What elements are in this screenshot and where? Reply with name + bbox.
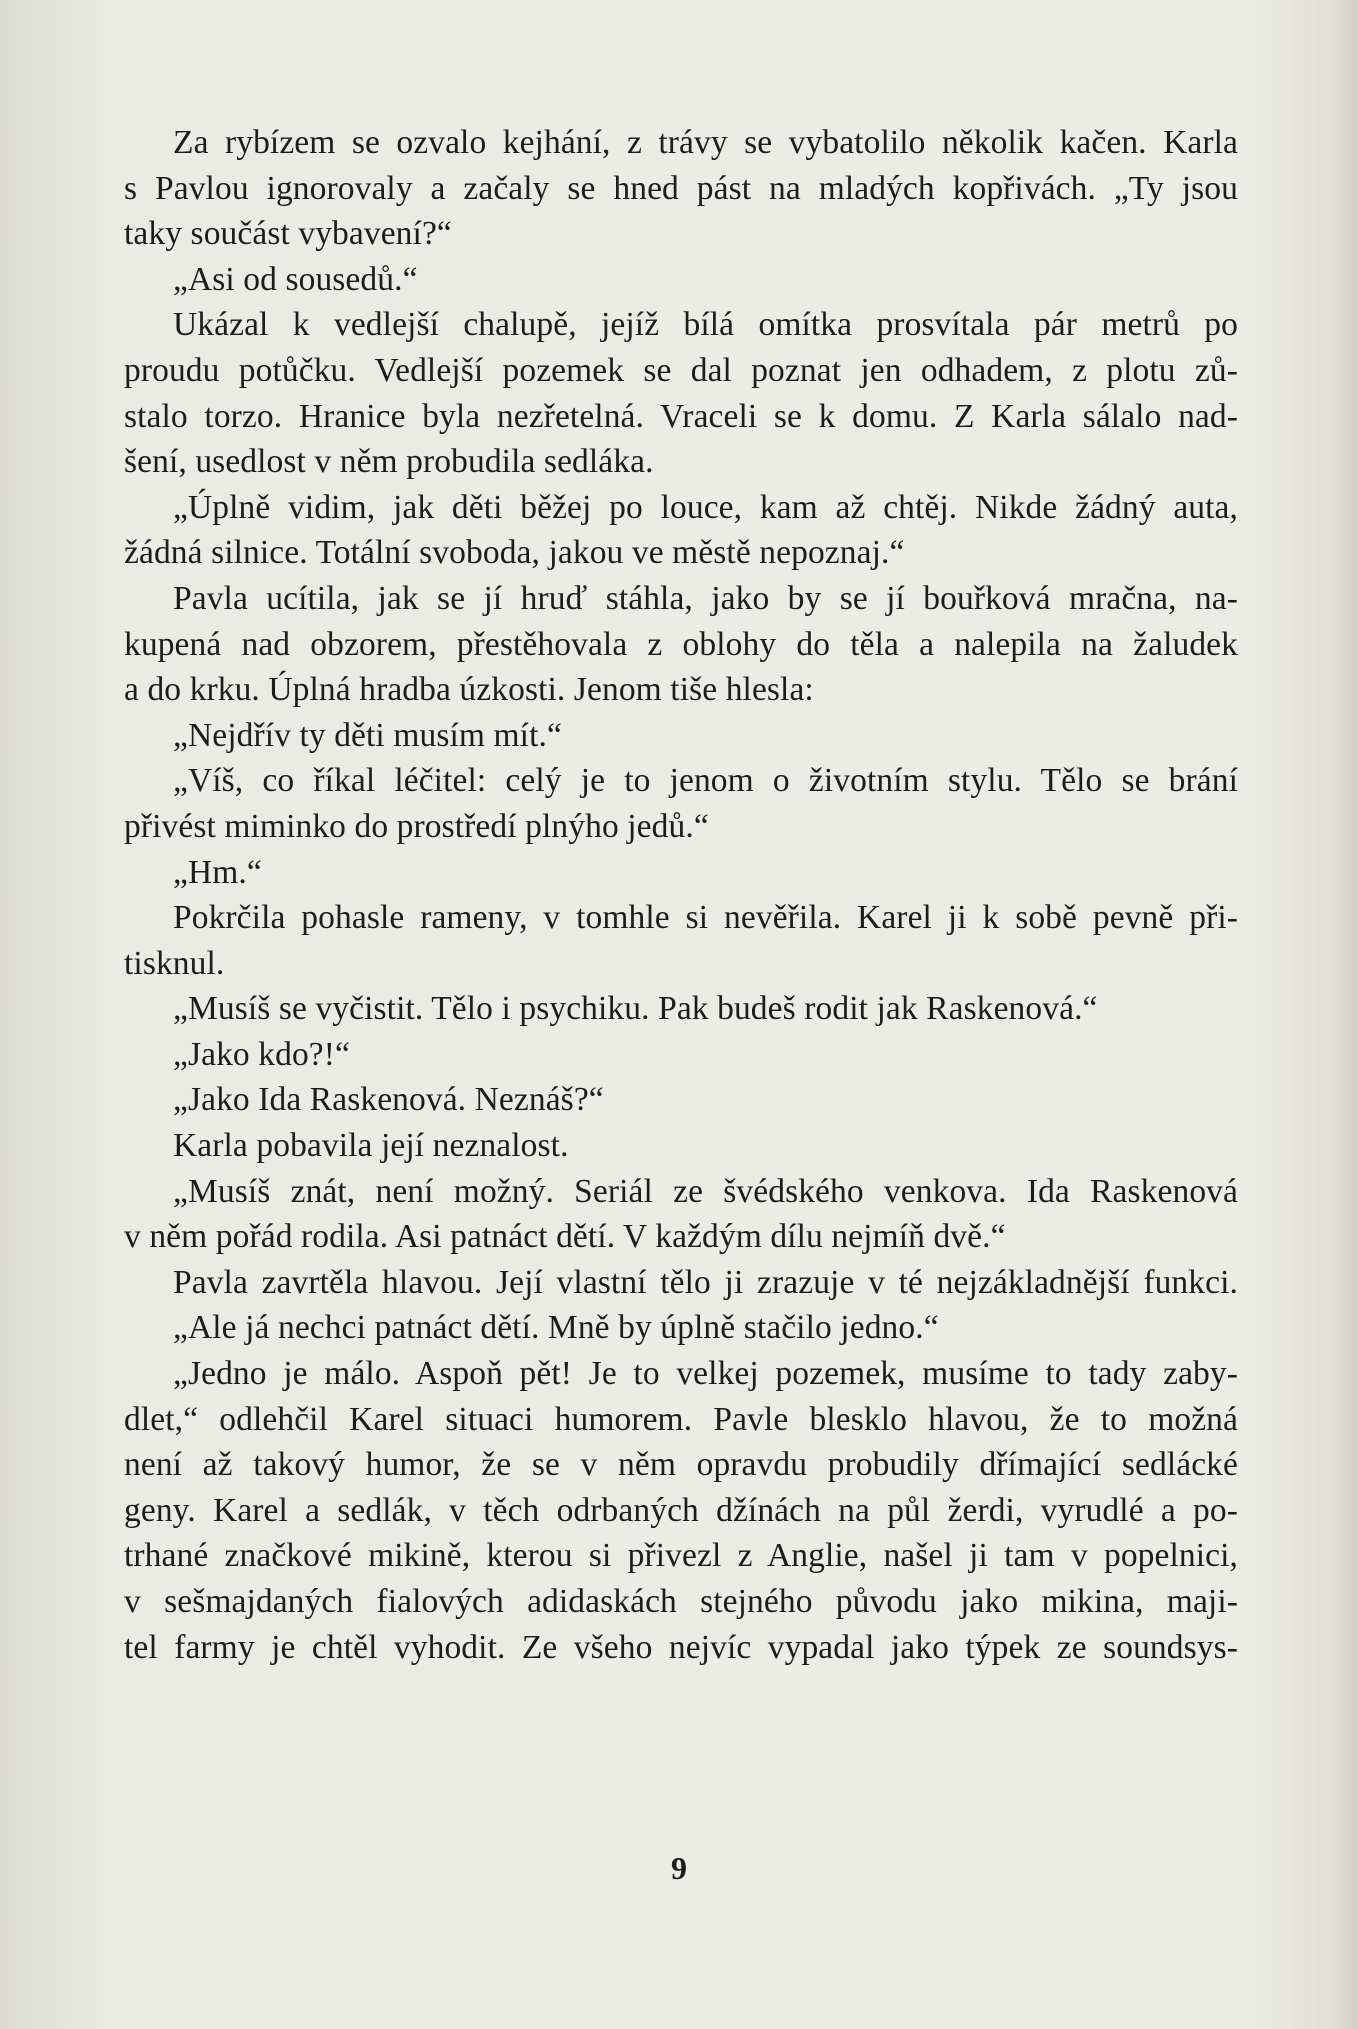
- text-line: „Asi od sousedů.“: [173, 260, 418, 298]
- text-line: geny. Karel a sedlák, v těch odrbaných džínách na půl žerdi, vyrudlé a po-: [124, 1491, 1238, 1529]
- text-line: Pavla zavrtěla hlavou. Její vlastní tělo ji zrazuje v té nejzákladnější funkci.: [173, 1263, 1238, 1301]
- text-line: „Nejdřív ty děti musím mít.“: [173, 716, 562, 754]
- page-edge-shadow: [1334, 0, 1358, 2029]
- text-line: v něm pořád rodila. Asi patnáct dětí. V každým dílu nejmíň dvě.“: [124, 1218, 1006, 1256]
- text-line: stalo torzo. Hranice byla nezřetelná. Vraceli se k domu. Z Karla sálalo nad-: [124, 397, 1238, 435]
- body-text: [124, 120, 1238, 1670]
- text-line: Pavla ucítila, jak se jí hruď stáhla, jako by se jí bouřková mračna, na-: [173, 579, 1238, 617]
- text-line: „Musíš znát, není možný. Seriál ze švédského venkova. Ida Raskenová: [173, 1172, 1238, 1210]
- text-line: žádná silnice. Totální svoboda, jakou ve městě nepoznaj.“: [124, 534, 905, 572]
- text-line: „Jako kdo?!“: [173, 1035, 350, 1073]
- text-line: dlet,“ odlehčil Karel situaci humorem. Pavle blesklo hlavou, že to možná: [124, 1400, 1238, 1438]
- text-line: Za rybízem se ozvalo kejhání, z trávy se vybatolilo několik kačen. Karla: [173, 124, 1238, 161]
- text-line: Karla pobavila její neznalost.: [173, 1127, 569, 1165]
- text-line: tel farmy je chtěl vyhodit. Ze všeho nejvíc vypadal jako týpek ze soundsys-: [124, 1628, 1238, 1666]
- text-line: „Víš, co říkal léčitel: celý je to jenom o životním stylu. Tělo se brání: [173, 762, 1238, 800]
- text-line: trhané značkové mikině, kterou si přivezl z Anglie, našel ji tam v popelnici,: [124, 1537, 1238, 1575]
- text-line: „Hm.“: [173, 853, 262, 891]
- text-line: přivést miminko do prostředí plnýho jedů.“: [124, 807, 709, 845]
- text-line: Ukázal k vedlejší chalupě, jejíž bílá omítka prosvítala pár metrů po: [173, 306, 1238, 344]
- text-line: a do krku. Úplná hradba úzkosti. Jenom tiše hlesla:: [124, 671, 814, 709]
- text-line: Pokrčila pohasle rameny, v tomhle si nevěřila. Karel ji k sobě pevně při-: [173, 899, 1238, 937]
- text-line: šení, usedlost v něm probudila sedláka.: [124, 443, 654, 481]
- text-line: proudu potůčku. Vedlejší pozemek se dal poznat jen odhadem, z plotu zů-: [124, 351, 1238, 389]
- text-line: „Ale já nechci patnáct dětí. Mně by úplně stačilo jedno.“: [173, 1309, 939, 1347]
- text-line: tisknul.: [124, 944, 225, 982]
- text-line: není až takový humor, že se v něm opravdu probudily dřímající sedlácké: [124, 1446, 1238, 1484]
- text-line: „Jako Ida Raskenová. Neznáš?“: [173, 1081, 604, 1119]
- text-line: v sešmajdaných fialových adidaskách stejného původu jako mikina, maji-: [124, 1583, 1238, 1620]
- text-line: „Musíš se vyčistit. Tělo i psychiku. Pak budeš rodit jak Raskenová.“: [173, 990, 1098, 1028]
- text-line: s Pavlou ignorovaly a začaly se hned pást na mladých kopřivách. „Ty jsou: [124, 169, 1238, 207]
- text-line: taky součást vybavení?“: [124, 215, 452, 253]
- text-line: „Jedno je málo. Aspoň pět! Je to velkej pozemek, musíme to tady zaby-: [173, 1355, 1238, 1393]
- page-number: 9: [671, 1850, 687, 1886]
- text-line: „Úplně vidim, jak děti běžej po louce, kam až chtěj. Nikde žádný auta,: [173, 488, 1238, 526]
- text-line: kupená nad obzorem, přestěhovala z oblohy do těla a nalepila na žaludek: [124, 625, 1238, 663]
